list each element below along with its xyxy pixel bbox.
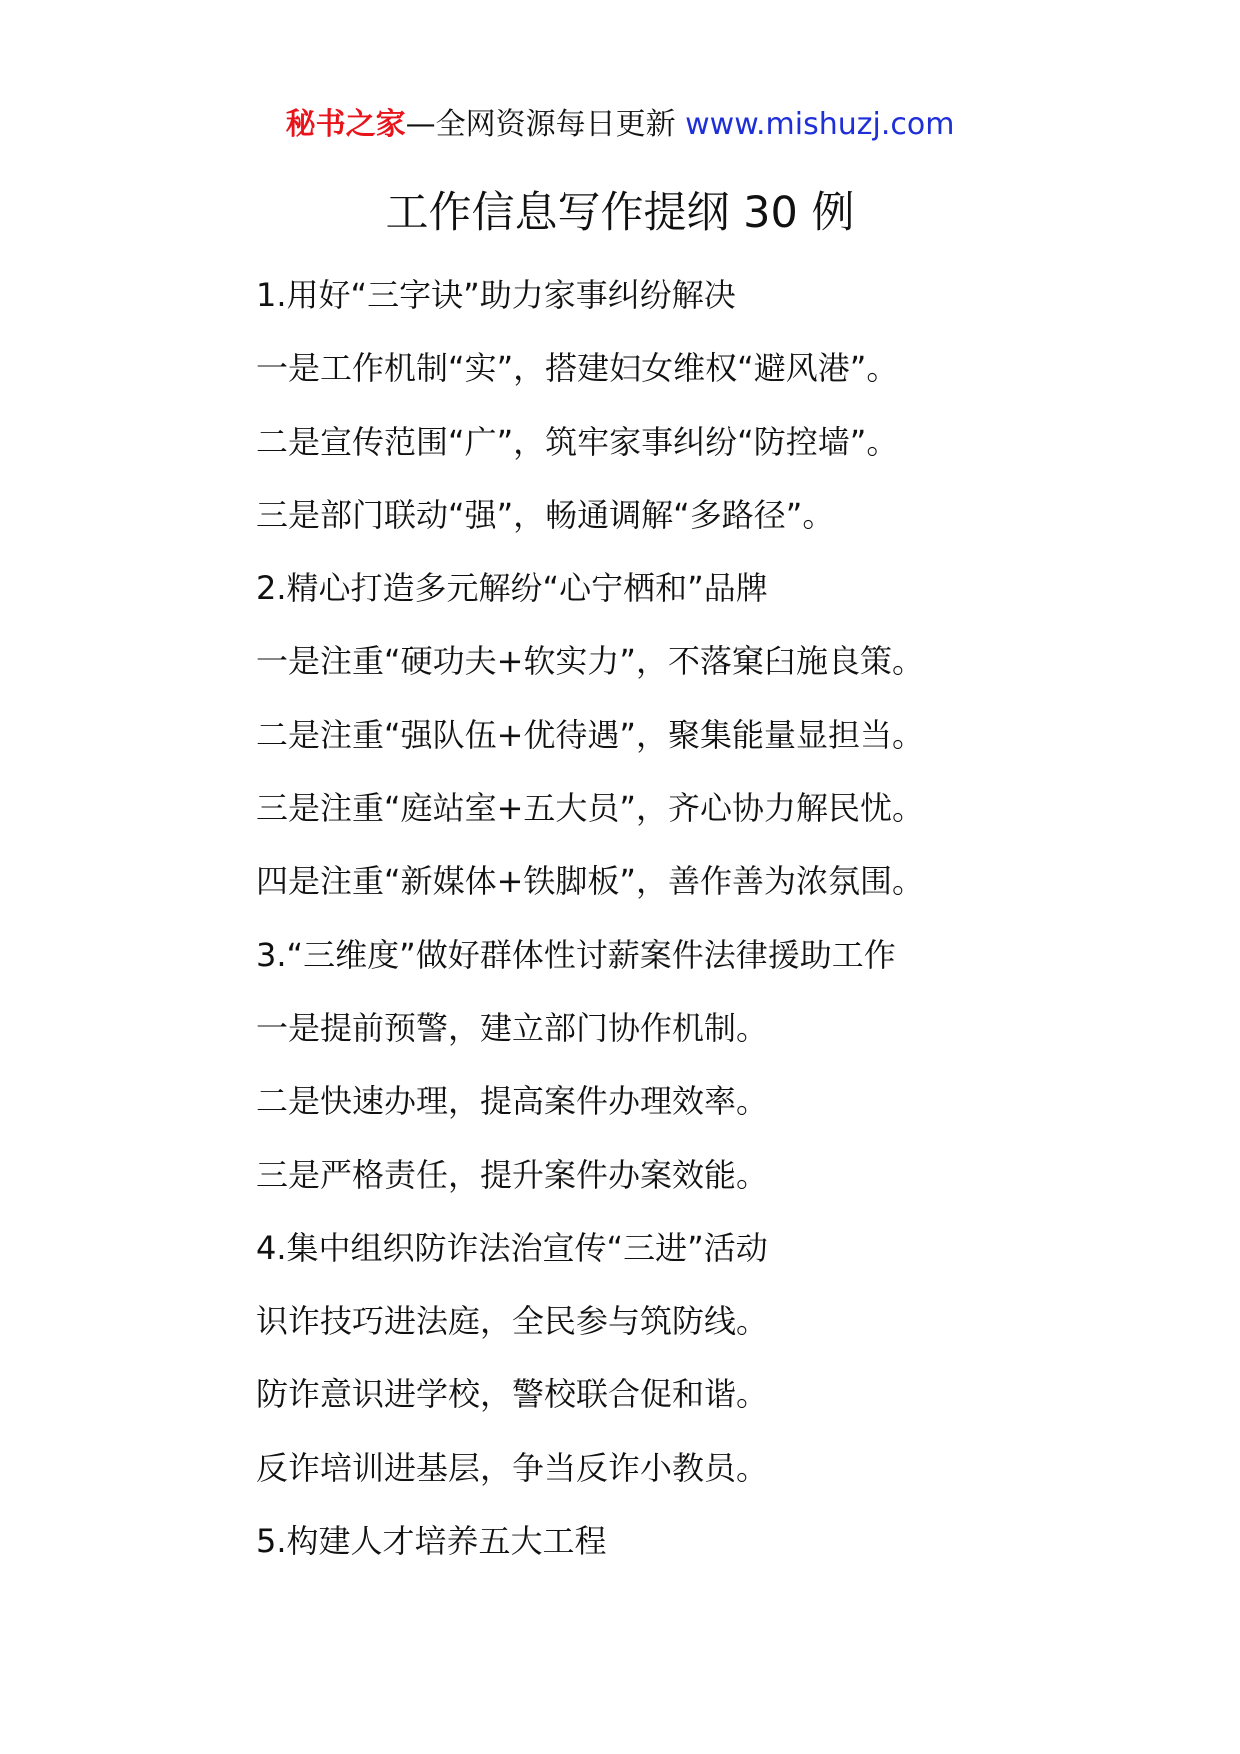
outline-point: 二是快速办理，提高案件办理效率。: [256, 1082, 769, 1121]
website-link[interactable]: www.mishuzj.com: [685, 107, 955, 142]
section-heading: 2.精心打造多元解纷“心宁栖和”品牌: [256, 569, 768, 608]
outline-point: 四是注重“新媒体+铁脚板”，善作善为浓氛围。: [256, 862, 924, 901]
outline-point: 三是部门联动“强”，畅通调解“多路径”。: [256, 495, 835, 534]
outline-point: 一是提前预警，建立部门协作机制。: [256, 1008, 769, 1047]
page-header: [0, 100, 1240, 150]
outline-point: 防诈意识进学校，警校联合促和谐。: [256, 1375, 769, 1414]
brand-name: 秘书之家: [285, 107, 406, 142]
outline-point: 三是严格责任，提升案件办案效能。: [256, 1155, 769, 1194]
section-heading: 1.用好“三字诀”助力家事纠纷解决: [256, 276, 736, 314]
outline-point: 二是注重“强队伍+优待遇”，聚集能量显担当。: [256, 715, 924, 754]
outline-point: 一是注重“硬功夫+软实力”，不落窠臼施良策。: [256, 642, 924, 681]
outline-point: 反诈培训进基层，争当反诈小教员。: [256, 1448, 769, 1487]
outline-point: 二是宣传范围“广”，筑牢家事纠纷“防控墙”。: [256, 422, 899, 461]
outline-point: 识诈技巧进法庭，全民参与筑防线。: [256, 1302, 769, 1341]
header-tagline: —全网资源每日更新: [405, 107, 686, 142]
outline-body: [256, 270, 1016, 1589]
outline-point: 三是注重“庭站室+五大员”，齐心协力解民忧。: [256, 789, 924, 828]
section-heading: 4.集中组织防诈法治宣传“三进”活动: [256, 1228, 768, 1267]
section-heading: 5.构建人才培养五大工程: [256, 1522, 607, 1561]
section-heading: 3.“三维度”做好群体性讨薪案件法律援助工作: [256, 935, 896, 974]
document-title: 工作信息写作提纲 30 例: [385, 188, 855, 238]
outline-point: 一是工作机制“实”，搭建妇女维权“避风港”。: [256, 349, 899, 388]
